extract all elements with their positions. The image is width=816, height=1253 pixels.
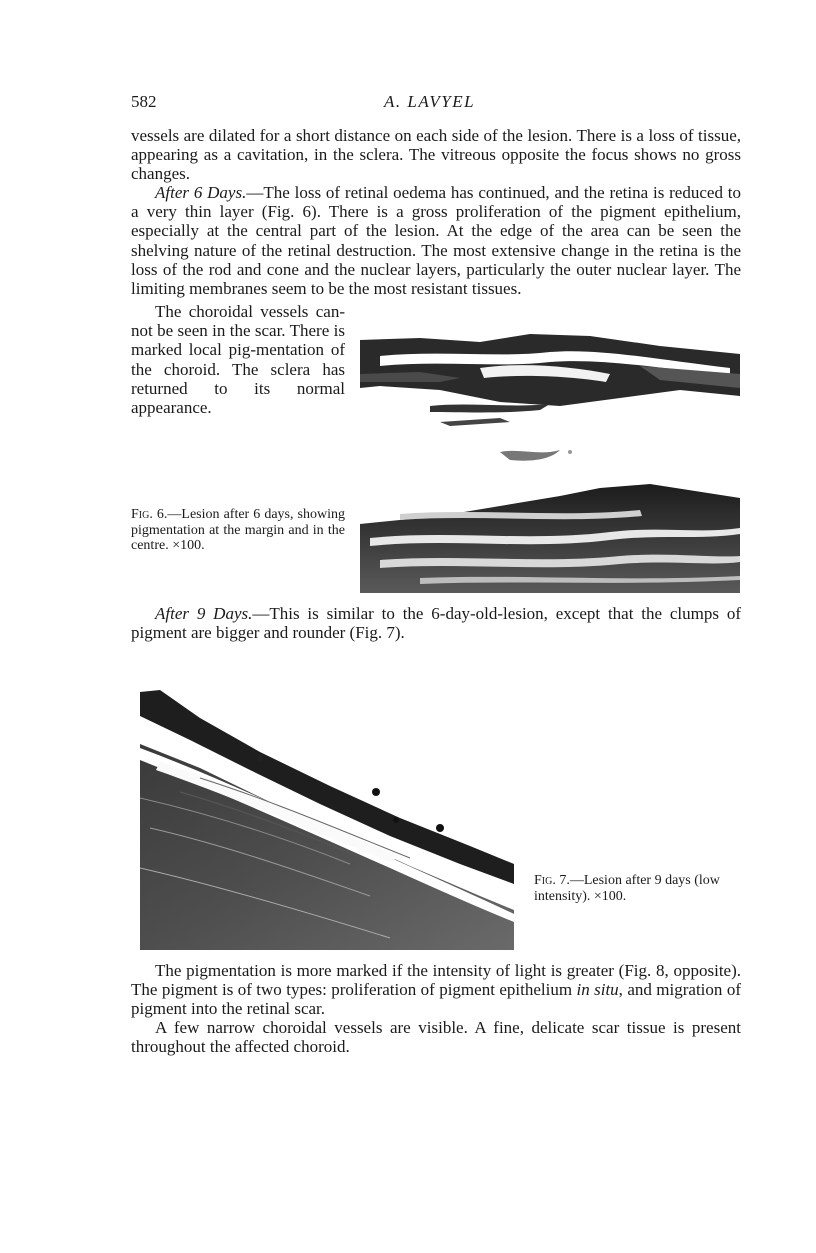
text-after-6-days: —The loss of retinal oedema has continued, and the retina is reduced to a very thin layer (Fig. 6). There is a gross proliferation of the pigment epithelium, especially at the central part of the lesion. At the edge of the area can be seen the shelving nature of the retinal destruction. The most extensive change in the retina is the loss of the rod and cone and the nuclear layers, particularly the outer nuclear layer. The limiting membranes seem to be the most resistant tissues. <box>131 183 741 299</box>
text-pigmentation-b: , and migration of pigment into the retinal scar. <box>131 980 741 1019</box>
figure-6-magnification: ×100. <box>172 538 205 553</box>
paragraph-choroidal-vessels: The choroidal vessels can-not be seen in the scar. There is marked local pig-mentation of the choroid. The sclera has returned to its normal appearance. <box>131 302 345 418</box>
heading-after-9-days: After 9 Days. <box>155 604 253 623</box>
figure-7-micrograph <box>140 688 514 950</box>
heading-after-6-days: After 6 Days. <box>155 183 247 202</box>
running-head-author: A. LAVYEL <box>384 92 476 111</box>
figure-7-magnification: ×100. <box>593 888 627 904</box>
paragraph-pigmentation <box>131 961 741 1019</box>
text-in-situ: in situ <box>576 980 619 1000</box>
paragraph-vessels: vessels are dilated for a short distance on each side of the lesion. There is a loss of tissue, appearing as a cavitation, in the sclera. The vitreous opposite the focus shows no gross changes. <box>131 126 741 184</box>
figure-7-label: Fig. 7. <box>534 873 570 888</box>
figure-7-caption-text: —Lesion after 9 days (low intensity). <box>534 873 720 904</box>
figure-6-label: Fig. 6. <box>131 507 168 522</box>
figure-6-micrograph <box>360 328 740 593</box>
text-pigmentation-a: The pigmentation is more marked if the intensity of light is greater (Fig. 8, opposite). The pigment is of two types: proliferation of pigment epithelium <box>131 961 741 1000</box>
page-number: 582 <box>131 92 157 111</box>
figure-6-caption <box>131 507 345 554</box>
figure-7-caption <box>534 873 752 904</box>
figure-6-caption-text: —Lesion after 6 days, showing pigmentation at the margin and in the centre. <box>131 507 345 553</box>
text-after-9-days: —This is similar to the 6-day-old-lesion, except that the clumps of pigment are bigger and rounder (Fig. 7). <box>131 604 741 643</box>
paragraph-after-9-days <box>131 604 741 642</box>
paragraph-choroidal-scar: A few narrow choroidal vessels are visible. A fine, delicate scar tissue is present throughout the affected choroid. <box>131 1018 741 1057</box>
paragraph-after-6-days <box>131 183 741 298</box>
